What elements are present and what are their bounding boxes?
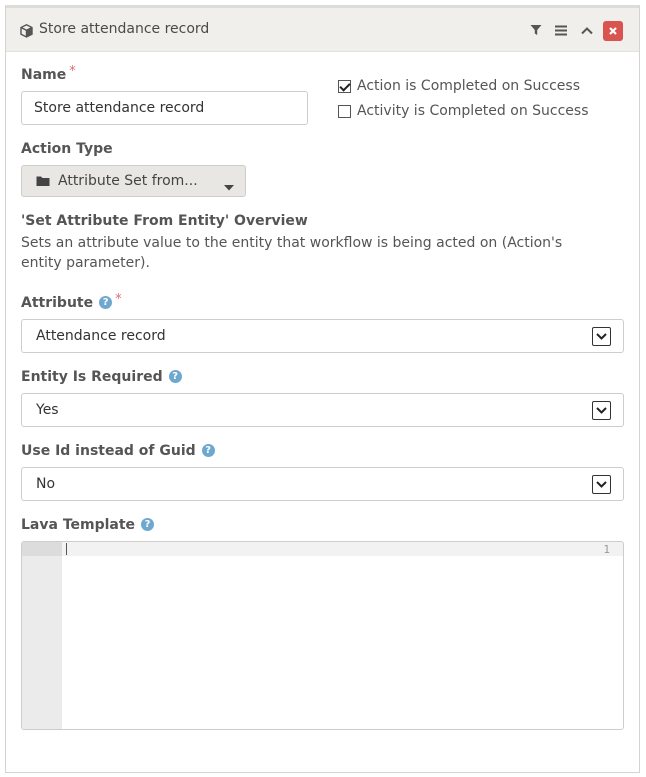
entity-required-select[interactable] bbox=[21, 393, 624, 427]
reorder-icon[interactable] bbox=[551, 20, 571, 40]
help-icon[interactable] bbox=[141, 518, 154, 531]
use-id-value: No bbox=[36, 476, 56, 492]
activity-completed-label: Activity is Completed on Success bbox=[357, 103, 589, 119]
attribute-select[interactable] bbox=[21, 319, 624, 353]
required-mark: * bbox=[115, 292, 122, 307]
overview-text: Sets an attribute value to the entity that workflow is being acted on (Action's entity parameter). bbox=[21, 235, 563, 271]
attribute-value: Attendance record bbox=[36, 328, 166, 344]
editor-gutter bbox=[22, 542, 62, 729]
activity-completed-checkbox-row[interactable] bbox=[338, 103, 589, 119]
activity-completed-checkbox[interactable] bbox=[338, 105, 351, 118]
caret-down-icon bbox=[224, 179, 234, 195]
editor-active-gutter bbox=[22, 542, 62, 556]
required-mark: * bbox=[69, 64, 76, 79]
help-icon[interactable] bbox=[169, 370, 182, 383]
line-number: 1 bbox=[603, 543, 610, 556]
editor-active-line bbox=[22, 542, 623, 556]
name-input[interactable]: Store attendance record bbox=[21, 91, 308, 125]
chevron-up-icon[interactable] bbox=[577, 20, 597, 40]
close-icon bbox=[608, 26, 618, 36]
action-type-value: Attribute Set from... bbox=[58, 173, 198, 189]
action-type-label: Action Type bbox=[21, 141, 113, 157]
action-type-dropdown[interactable] bbox=[21, 165, 246, 197]
chevron-down-icon bbox=[592, 401, 611, 420]
action-completed-checkbox[interactable] bbox=[338, 80, 351, 93]
attribute-label: Attribute? * bbox=[21, 295, 122, 311]
lava-template-editor[interactable] bbox=[21, 541, 624, 730]
editor-cursor bbox=[66, 543, 67, 555]
chevron-down-icon bbox=[592, 327, 611, 346]
help-icon[interactable] bbox=[99, 296, 112, 309]
name-label: Name * bbox=[21, 64, 76, 83]
panel-title: Store attendance record bbox=[39, 21, 210, 37]
action-completed-checkbox-row[interactable] bbox=[338, 78, 580, 94]
use-id-select[interactable] bbox=[21, 467, 624, 501]
folder-icon bbox=[36, 175, 50, 191]
close-button[interactable] bbox=[603, 21, 623, 41]
lava-template-label: Lava Template? bbox=[21, 517, 154, 533]
use-id-label: Use Id instead of Guid? bbox=[21, 443, 215, 459]
filter-icon[interactable] bbox=[526, 20, 546, 40]
entity-required-label: Entity Is Required? bbox=[21, 369, 182, 385]
cube-icon bbox=[20, 23, 34, 37]
overview-title: 'Set Attribute From Entity' Overview bbox=[21, 213, 308, 229]
action-completed-label: Action is Completed on Success bbox=[357, 78, 580, 94]
panel-heading bbox=[6, 8, 639, 52]
help-icon[interactable] bbox=[202, 444, 215, 457]
entity-required-value: Yes bbox=[36, 402, 59, 418]
chevron-down-icon bbox=[592, 475, 611, 494]
